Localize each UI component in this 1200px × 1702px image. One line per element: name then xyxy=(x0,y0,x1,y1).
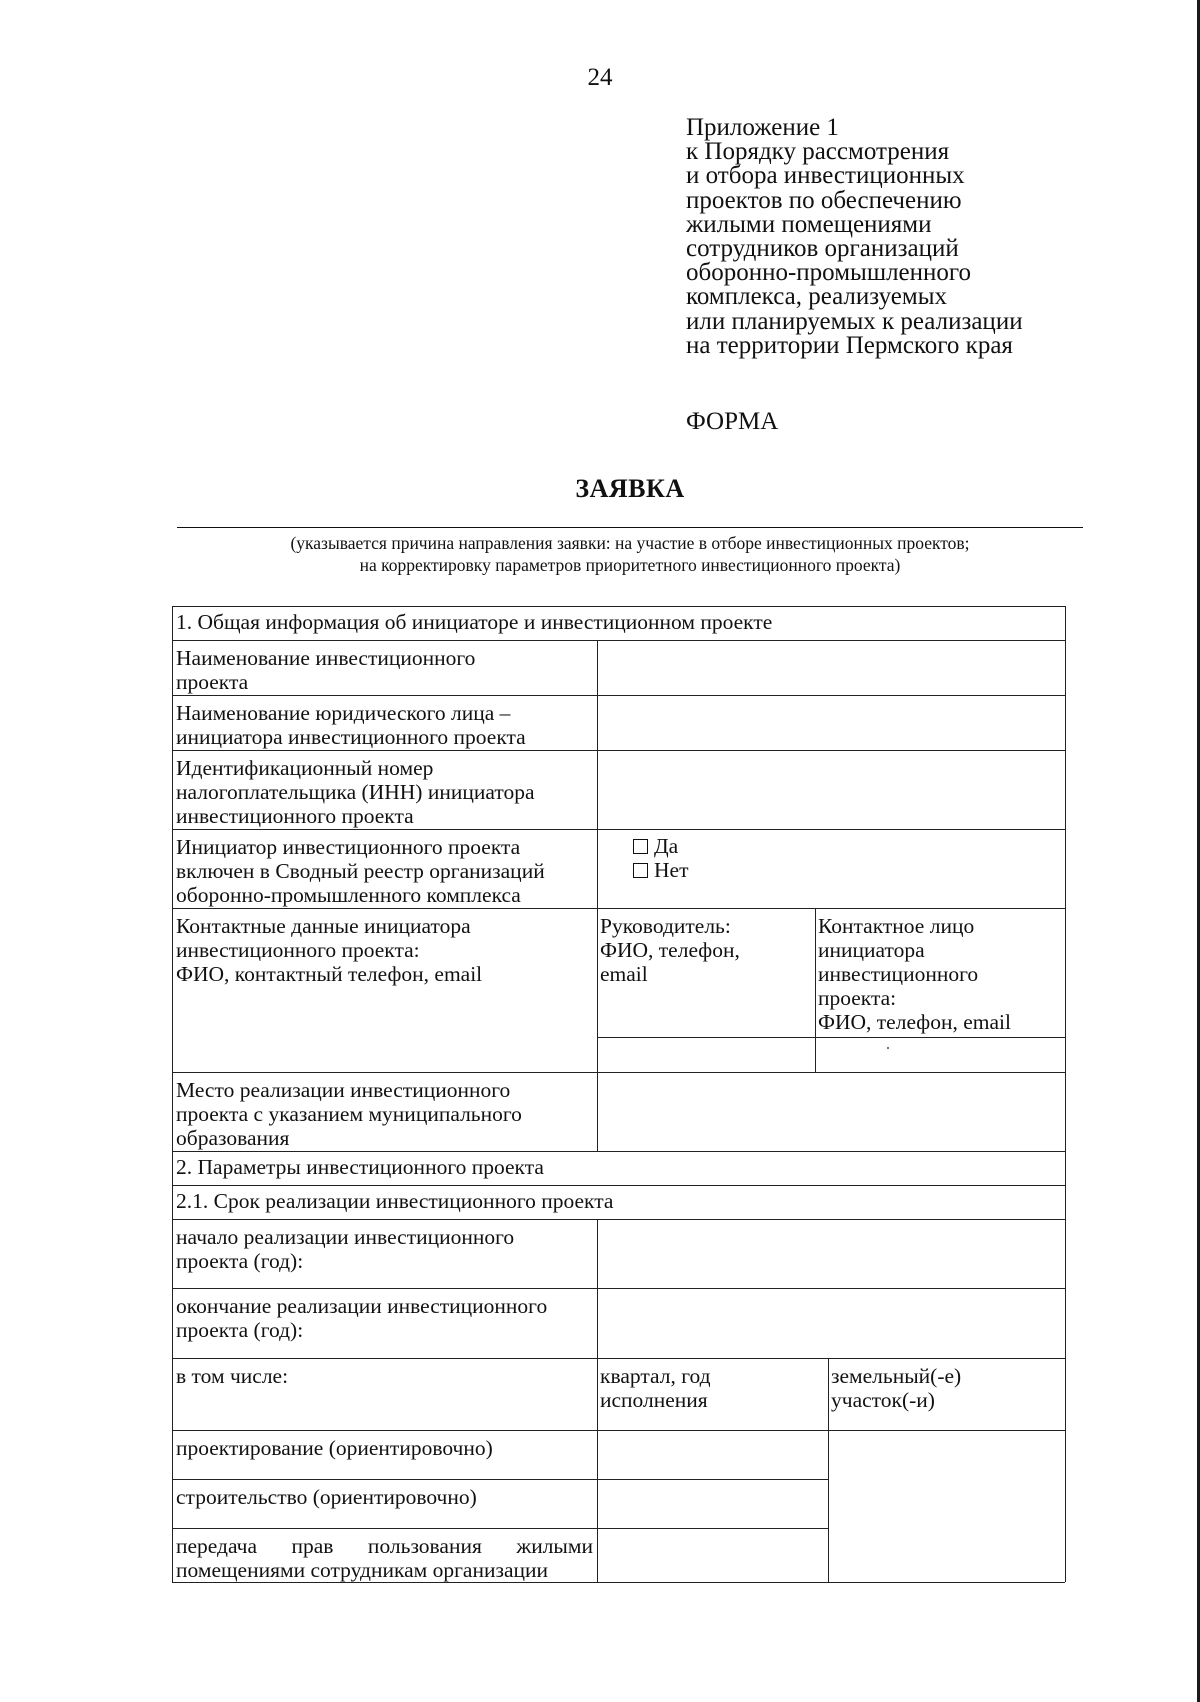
option-no[interactable] xyxy=(633,858,688,882)
table-border xyxy=(815,908,816,1072)
appendix-line: жилыми помещениями xyxy=(686,210,932,238)
inn-value[interactable] xyxy=(599,752,1063,828)
legal-entity-label xyxy=(176,701,526,749)
contact-person-header xyxy=(818,914,1011,1034)
label-line: проекта с указанием муниципального xyxy=(176,1102,522,1126)
head-contact-header xyxy=(600,914,740,986)
reason-note-line: на корректировку параметров приоритетного инвестиционного проекта) xyxy=(359,555,901,575)
section-2-header: 2. Параметры инвестиционного проекта xyxy=(176,1155,544,1179)
label-line: проекта xyxy=(176,670,249,694)
transfer-label xyxy=(176,1534,593,1582)
appendix-line: на территории Пермского края xyxy=(686,331,1013,359)
reason-note xyxy=(177,532,1083,576)
appendix-line: и отбора инвестиционных xyxy=(686,162,965,190)
table-border xyxy=(172,1219,1065,1220)
design-label: проектирование (ориентировочно) xyxy=(176,1436,493,1460)
label-line: ФИО, контактный телефон, email xyxy=(176,962,483,986)
table-border xyxy=(172,1072,1065,1073)
label-line: инвестиционного проекта: xyxy=(176,938,420,962)
land-plots-header xyxy=(831,1364,961,1412)
table-border xyxy=(1065,606,1066,1582)
reason-note-line: (указывается причина направления заявки: на участие в отборе инвестиционных проектов; xyxy=(290,533,970,553)
land-plots-value[interactable] xyxy=(830,1432,1064,1581)
including-label: в том числе: xyxy=(176,1364,289,1388)
end-value[interactable] xyxy=(599,1290,1063,1357)
table-border xyxy=(597,1037,1065,1038)
table-border xyxy=(597,640,598,1151)
label-line: помещениями сотрудникам организации xyxy=(176,1558,549,1582)
table-border xyxy=(172,606,173,1582)
table-border xyxy=(172,1479,828,1480)
appendix-block xyxy=(686,116,1116,358)
label-line: проекта: xyxy=(818,986,897,1010)
label-line: Наименование инвестиционного xyxy=(176,646,476,670)
table-border xyxy=(172,640,1065,641)
document-title: ЗАЯВКА xyxy=(575,474,685,503)
label-line: инвестиционного проекта xyxy=(176,804,414,828)
registry-options xyxy=(633,834,688,882)
label-line: Контактное лицо xyxy=(818,914,975,938)
table-border xyxy=(172,1358,1065,1359)
table-border xyxy=(172,829,1065,830)
label-line: Контактные данные инициатора xyxy=(176,914,471,938)
label-line: проекта (год): xyxy=(176,1249,304,1273)
section-1-header: 1. Общая информация об инициаторе и инвестиционном проекте xyxy=(176,610,773,634)
label-line: образования xyxy=(176,1126,290,1150)
contacts-label xyxy=(176,914,482,986)
appendix-line: или планируемых к реализации xyxy=(686,307,1023,335)
label-line: Руководитель: xyxy=(600,914,731,938)
label-line: квартал, год xyxy=(600,1364,711,1388)
table-border xyxy=(172,750,1065,751)
head-contact-value[interactable] xyxy=(599,1039,813,1071)
project-name-value[interactable] xyxy=(599,642,1063,694)
registry-label xyxy=(176,835,545,907)
legal-entity-value[interactable] xyxy=(599,697,1063,749)
table-border xyxy=(597,1219,598,1582)
label-line: Идентификационный номер xyxy=(176,756,434,780)
location-value[interactable] xyxy=(599,1074,1063,1150)
label-line: ФИО, телефон, xyxy=(600,938,740,962)
label-line: начало реализации инвестиционного xyxy=(176,1225,515,1249)
option-yes-label: Да xyxy=(654,834,679,858)
label-line: ФИО, телефон, email xyxy=(818,1010,1011,1034)
start-label xyxy=(176,1225,514,1273)
table-border xyxy=(828,1358,829,1582)
construction-label: строительство (ориентировочно) xyxy=(176,1485,477,1509)
inn-label xyxy=(176,756,535,828)
table-border xyxy=(172,1528,828,1529)
table-border xyxy=(172,1582,1065,1583)
contact-person-value[interactable] xyxy=(817,1039,1063,1071)
label-line: передача прав пользования жилыми xyxy=(176,1534,593,1558)
quarter-year-header xyxy=(600,1364,711,1412)
appendix-line: оборонно-промышленного xyxy=(686,259,972,287)
appendix-line: проектов по обеспечению xyxy=(686,186,962,214)
form-label: ФОРМА xyxy=(686,408,779,435)
appendix-line: Приложение 1 xyxy=(686,114,839,141)
transfer-value[interactable] xyxy=(599,1530,827,1581)
table-border xyxy=(172,1288,1065,1289)
appendix-line: комплекса, реализуемых xyxy=(686,283,947,311)
label-line: инвестиционного xyxy=(818,962,979,986)
option-yes[interactable] xyxy=(633,834,688,858)
option-no-label: Нет xyxy=(654,858,689,882)
label-line: Наименование юридического лица – xyxy=(176,701,511,725)
label-line: проекта (год): xyxy=(176,1318,304,1342)
project-name-label xyxy=(176,646,475,694)
label-line: оборонно-промышленного комплекса xyxy=(176,883,521,907)
table-border xyxy=(172,1430,1065,1431)
end-label xyxy=(176,1294,547,1342)
table-border xyxy=(172,1185,1065,1186)
page-number: 24 xyxy=(587,64,613,91)
table-border xyxy=(172,1151,1065,1152)
appendix-line: сотрудников организаций xyxy=(686,235,959,263)
start-value[interactable] xyxy=(599,1221,1063,1287)
label-line: Место реализации инвестиционного xyxy=(176,1078,511,1102)
label-line: инициатора инвестиционного проекта xyxy=(176,725,526,749)
location-label xyxy=(176,1078,522,1150)
application-form-table xyxy=(172,606,1065,1582)
label-line: налогоплательщика (ИНН) инициатора xyxy=(176,780,535,804)
label-line: включен в Сводный реестр организаций xyxy=(176,859,545,883)
section-2-1-header: 2.1. Срок реализации инвестиционного проекта xyxy=(176,1189,614,1213)
label-line: исполнения xyxy=(600,1388,708,1412)
label-line: земельный(-е) xyxy=(831,1364,962,1388)
appendix-line: к Порядку рассмотрения xyxy=(686,138,950,166)
construction-value[interactable] xyxy=(599,1481,827,1527)
label-line: окончание реализации инвестиционного xyxy=(176,1294,548,1318)
design-value[interactable] xyxy=(599,1432,827,1478)
label-line: инициатора xyxy=(818,938,925,962)
label-line: Инициатор инвестиционного проекта xyxy=(176,835,521,859)
reason-fill-line[interactable] xyxy=(177,527,1083,528)
table-border xyxy=(172,695,1065,696)
speck xyxy=(887,1047,889,1049)
table-border xyxy=(172,908,1065,909)
checkbox-yes[interactable] xyxy=(633,839,648,854)
label-line: участок(-и) xyxy=(831,1388,935,1412)
checkbox-no[interactable] xyxy=(633,863,648,878)
label-line: email xyxy=(600,962,648,986)
table-border xyxy=(172,606,1065,607)
